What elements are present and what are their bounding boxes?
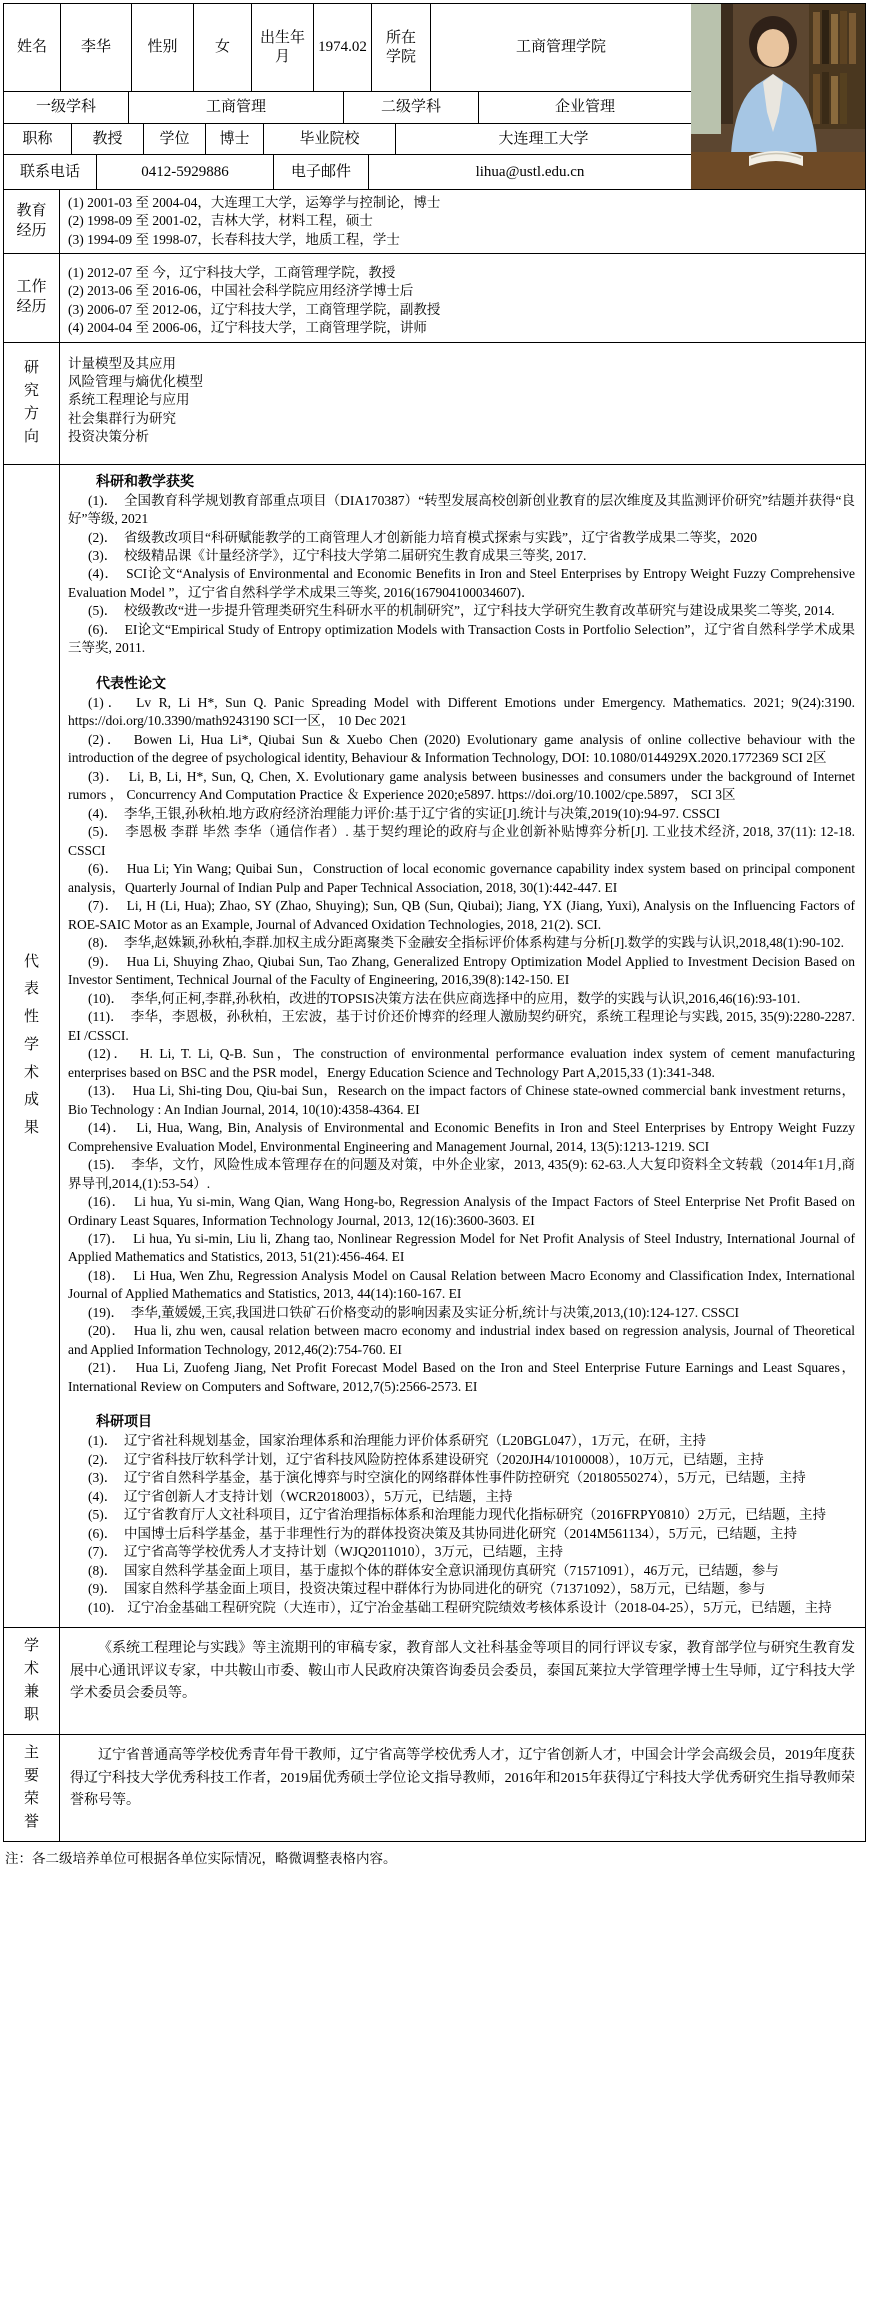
paper-item: (15)． 李华，文竹，风险性成本管理存在的问题及对策，中外企业家，2013, 435(9): 62-63.人大复印资料全文转载（2014年1月,商界导刊,2014,(1):53-54）.: [68, 1157, 855, 1191]
positions-label: [4, 1628, 60, 1734]
work-label: [4, 254, 60, 341]
paper-item: (13)． Hua Li, Shi-ting Dou, Qiu-bai Sun，Research on the impact factors of Chinese state-owned commercial bank investment returns，Bio Technology : An Indian Journal, 2014, 10(10):4358-4364. EI: [68, 1083, 855, 1117]
positions-label-text: 学术兼职: [23, 1637, 39, 1724]
honors-text: 辽宁省普通高等学校优秀青年骨干教师，辽宁省高等学校优秀人才，辽宁省创新人才，中国会计学会高级会员，2019年度获得辽宁科技大学优秀科技工作者，2019届优秀硕士学位论文指导教师，2016年和2015年获得辽宁科技大学优秀研究生指导教师荣誉称号等。: [70, 1748, 855, 1808]
positions-content: [60, 1628, 865, 1734]
project-item: (7)． 辽宁省高等学校优秀人才支持计划（WJQ2011010），3万元，已结题，主持: [88, 1544, 563, 1560]
project-item: (2)． 辽宁省科技厅软科学计划，辽宁省科技风险防控体系建设研究（2020JH4/10100008），10万元，已结题，主持: [88, 1451, 764, 1467]
discipline1-label: 一级学科: [4, 92, 129, 123]
work-content: [60, 254, 865, 341]
paper-item: (11)． 李华，李恩极，孙秋柏，王宏波，基于讨价还价博弈的经理人激励契约研究，系统工程理论与实践, 2015, 35(9):2280-2287. EI /CSSCI.: [68, 1009, 855, 1043]
paper-item: (8)． 李华,赵姝颖,孙秋柏,李群.加权主成分距离聚类下金融安全指标评价体系构建与分析[J].数学的实践与认识,2018,48(1):90-102.: [88, 935, 844, 951]
birth-label: 出生年月: [252, 4, 314, 91]
title-label: 职称: [4, 124, 72, 154]
email-label: 电子邮件: [274, 155, 369, 189]
paper-item: (16)． Li hua, Yu si-min, Wang Qian, Wang Hong-bo, Regression Analysis of the Impact Factors of Steel Enterprise Net Profit Based on Ordinary Least Squares, Information Technology Journal, 2013, 12(16):3600-3603. EI: [68, 1194, 855, 1228]
education-content: [60, 190, 865, 253]
discipline2-value: 企业管理: [554, 99, 615, 116]
section-achievements: [4, 465, 865, 1629]
discipline1-value: 工商管理: [129, 92, 344, 123]
college-value: 工商管理学院: [515, 39, 606, 56]
paper-item: (20)． Hua li, zhu wen, causal relation between macro economy and industrial index based on regression analysis, Journal of Theoretical and Applied Information Technology, 2012,46(2):754-760. EI: [68, 1323, 855, 1357]
award-item: (6)． EI论文“Empirical Study of Entropy optimization Models with Transaction Costs in Portfolio Selection”，辽宁省自然科学学术成果三等奖, 2011.: [68, 621, 855, 656]
header-block: [4, 4, 865, 190]
section-honors: [4, 1735, 865, 1841]
paper-item: (6)． Hua Li; Yin Wang; Quibai Sun，Construction of local economic governance capability index system based on principal component analysis，Quarterly Journal of Indian Pulp and Paper Technical Association, 2018, 30(1):442-447. EI: [68, 861, 855, 895]
research-item: 系统工程理论与应用: [68, 392, 190, 408]
achievements-label: [4, 465, 60, 1628]
paper-item: (7)． Li, H (Li, Hua); Zhao, SY (Zhao, Shuying); Sun, QB (Sun, Qiubai); Jiang, YX (Jiang, Yuxi), Analysis on the Influencing Factors of ROE-SAIC Motor as an Example, Journal of Advanced Oxidation Technologies, 2018, 21(2). SCI.: [68, 898, 855, 932]
email-value: lihua@ustl.edu.cn: [475, 163, 585, 180]
profile-photo: [691, 4, 865, 189]
award-item: (3)． 校级精品课《计量经济学》，辽宁科技大学第二届研究生教育成果三等奖, 2017.: [88, 548, 587, 563]
project-item: (9)． 国家自然科学基金面上项目，投资决策过程中群体行为协同进化的研究（71371092），58万元，已结题，参与: [88, 1581, 766, 1597]
degree-label: 学位: [144, 124, 206, 154]
papers-title: 代表性论文: [96, 676, 166, 692]
project-item: (3)． 辽宁省自然科学基金，基于演化博弈与时空演化的网络群体性事件防控研究（20180550274），5万元，已结题，主持: [88, 1470, 806, 1486]
award-item: (4)． SCI论文“Analysis of Environmental and Economic Benefits in Iron and Steel Enterprises by Entropy Weight Fuzzy Comprehensive Evaluation Model ”，辽宁省自然科学学术成果三等奖, 2016(167904100034607)．: [68, 566, 855, 600]
degree-value: 博士: [206, 124, 264, 154]
project-item: (5)． 辽宁省教育厅人文社科项目，辽宁省治理指标体系和治理能力现代化指标研究（2016FRPY0810）2万元，已结题，主持: [88, 1507, 827, 1523]
honors-label: [4, 1735, 60, 1841]
papers-list: [68, 694, 855, 1396]
college-label: 所在学院: [372, 4, 431, 91]
achievements-content: [60, 465, 865, 1628]
research-item: 投资决策分析: [68, 428, 149, 444]
section-work: [4, 254, 865, 342]
awards-title: 科研和教学获奖: [96, 474, 194, 490]
award-item: (2)． 省级教改项目“科研赋能教学的工商管理人才创新能力培育模式探索与实践”，辽宁省教学成果二等奖，2020: [88, 529, 757, 545]
education-item: (1) 2001-03 至 2004-04，大连理工大学，运筹学与控制论，博士: [68, 195, 441, 210]
paper-item: (18)． Li Hua, Wen Zhu, Regression Analysis Model on Causal Relation between Macro Economy and Classification Index, International Journal of Applied Mathematics and Statistics, 2013, 44(14):160-167. EI: [68, 1267, 855, 1302]
honors-label-text: 主要荣誉: [23, 1744, 39, 1831]
education-label: [4, 190, 60, 253]
work-item: (4) 2004-04 至 2006-06，辽宁科技大学，工商管理学院，讲师: [68, 320, 427, 336]
paper-item: (12)． H. Li, T. Li, Q-B. Sun，The construction of environmental performance evaluation index system of cement manufacturing enterprises based on BSC and the PSR model，Energy Education Science and Technology Part A,2015,33 (1):341-348.: [68, 1046, 855, 1080]
row-basic-info: [4, 4, 691, 92]
work-list: [68, 264, 857, 337]
research-item: 计量模型及其应用: [68, 355, 176, 371]
education-list: [68, 194, 857, 249]
birth-value: 1974.02: [314, 4, 372, 91]
paper-item: (17)． Li hua, Yu si-min, Liu li, Zhang tao, Nonlinear Regression Model for Net Profit Analysis of Steel Industry, International Journal of Applied Mathematics and Statistics, 2013, 51(21):456-464. EI: [68, 1230, 855, 1265]
name-value: 李华: [61, 4, 132, 91]
school-value: 大连理工大学: [498, 130, 589, 147]
projects-list: [68, 1432, 855, 1617]
row-title-degree: [4, 124, 691, 155]
project-item: (1)． 辽宁省社科规划基金，国家治理体系和治理能力评价体系研究（L20BGL047），1万元，在研，主持: [88, 1433, 706, 1449]
gender-label: 性别: [132, 4, 194, 91]
paper-item: (14)． Li, Hua, Wang, Bin, Analysis of Environmental and Economic Benefits in Iron and Steel Enterprises by Entropy Weight Fuzzy Comprehensive Evaluation Model, Environmental Engineering and Management Journal, 2014, 13(5):1213-1219. SCI: [68, 1120, 855, 1154]
phone-label: 联系电话: [4, 155, 97, 189]
work-label-text: 工作经历: [16, 279, 47, 315]
paper-item: (4)． 李华,王银,孙秋柏.地方政府经济治理能力评价:基于辽宁省的实证[J].统计与决策,2019(10):94-97. CSSCI: [88, 805, 720, 821]
research-list: [68, 355, 857, 447]
section-education: [4, 190, 865, 254]
row-disciplines: [4, 92, 691, 124]
cv-table: [3, 3, 866, 1842]
paper-item: (1)． Lv R, Li H*, Sun Q. Panic Spreading Model with Different Emotions under Emergency. Mathematics. 2021; 9(24):3190. https://doi.org/10.3390/math9243190 SCI一区， 10 Dec 2021: [68, 694, 855, 729]
research-content: [60, 343, 865, 464]
paper-item: (21)． Hua Li, Zuofeng Jiang, Net Profit Forecast Model Based on the Iron and Steel Enterprise Future Earnings and Least Squares，International Review on Computers and Software, 2012,7(5):2566-2573. EI: [68, 1360, 855, 1394]
paper-item: (3)． Li, B, Li, H*, Sun, Q, Chen, X. Evolutionary game analysis between businesses and consumers under the background of Internet rumors ， Concurrency And Computation Practice ＆ Experience 2020;e5897. https://doi.org/10.1002/cpe.5897， SCI 3区: [68, 768, 855, 803]
award-item: (1)． 全国教育科学规划教育部重点项目（DIA170387）“转型发展高校创新创业教育的层次维度及其监测评价研究”结题并获得“良好”等级, 2021: [68, 492, 855, 527]
title-value: 教授: [72, 124, 144, 154]
section-research: [4, 343, 865, 465]
paper-item: (9)． Hua Li, Shuying Zhao, Qiubai Sun, Tao Zhang, Generalized Entropy Optimization Model Applied to Investment Decision Based on Investor Sentiment, Technical Journal of the Faculty of Engineering, 2016,39(8):142-150. EI: [68, 953, 855, 988]
positions-text: 《系统工程理论与实践》等主流期刊的审稿专家，教育部人文社科基金等项目的同行评议专家，教育部学位与研究生教育发展中心通讯评议专家，中共鞍山市委、鞍山市人民政府决策咨询委员会委员，泰国瓦莱拉大学管理学博士生导师，辽宁科技大学学术委员会委员等。: [70, 1641, 855, 1701]
project-item: (10)． 辽宁冶金基础工程研究院（大连市），辽宁冶金基础工程研究院绩效考核体系设计（2018-04-25），5万元，已结题，主持: [88, 1599, 832, 1615]
work-item: (3) 2006-07 至 2012-06，辽宁科技大学，工商管理学院，副教授: [68, 301, 441, 317]
paper-item: (2)． Bowen Li, Hua Li*, Qiubai Sun & Xuebo Chen (2020) Evolutionary game analysis of online collective behaviour with the introduction of the degree of psychological identity, Behaviour & Information Technology, DOI: 10.1080/0144929X.2020.1772369 SCI 2区: [68, 731, 855, 766]
awards-list: [68, 492, 855, 658]
research-item: 风险管理与熵优化模型: [68, 373, 203, 389]
footnote: 注：各二级培养单位可根据各单位实际情况，略微调整表格内容。: [5, 1851, 397, 1867]
project-item: (4)． 辽宁省创新人才支持计划（WCR2018003），5万元，已结题，主持: [88, 1488, 513, 1504]
projects-title: 科研项目: [96, 1415, 152, 1431]
work-item: (1) 2012-07 至 今，辽宁科技大学，工商管理学院，教授: [68, 265, 396, 281]
profile-photo-image: [691, 4, 865, 189]
achievements-label-text: 代表性学术成果: [23, 953, 39, 1137]
research-item: 社会集群行为研究: [68, 410, 176, 426]
award-item: (5)． 校级教改“进一步提升管理类研究生科研水平的机制研究”，辽宁科技大学研究生教育改革研究与建设成果奖二等奖, 2014.: [88, 603, 835, 619]
name-label: 姓名: [4, 4, 61, 91]
research-label: [4, 343, 60, 464]
education-item: (3) 1994-09 至 1998-07，长春科技大学，地质工程，学士: [68, 231, 400, 247]
research-label-text: 研究方向: [23, 359, 39, 446]
education-label-text: 教育经历: [16, 203, 47, 239]
work-item: (2) 2013-06 至 2016-06，中国社会科学院应用经济学博士后: [68, 283, 414, 299]
paper-item: (5)． 李恩极 李群 毕然 李华（通信作者）. 基于契约理论的政府与企业创新补贴博弈分析[J]. 工业技术经济, 2018, 37(11): 12-18. CSSCI: [68, 824, 855, 858]
section-positions: [4, 1628, 865, 1735]
paper-item: (10)． 李华,何正柯,李群,孙秋柏，改进的TOPSIS决策方法在供应商选择中的应用，数学的实践与认识,2016,46(16):93-101.: [88, 990, 801, 1006]
paper-item: (19)． 李华,董媛媛,王宾,我国进口铁矿石价格变动的影响因素及实证分析,统计与决策,2013,(10):124-127. CSSCI: [88, 1304, 739, 1320]
project-item: (8)． 国家自然科学基金面上项目，基于虚拟个体的群体安全意识涌现仿真研究（71571091），46万元，已结题，参与: [88, 1562, 779, 1578]
phone-value: 0412-5929886: [97, 155, 274, 189]
school-label: 毕业院校: [264, 124, 396, 154]
gender-value: 女: [194, 4, 252, 91]
row-contact: [4, 155, 691, 189]
discipline2-label: 二级学科: [344, 92, 479, 123]
education-item: (2) 1998-09 至 2001-02，吉林大学，材料工程，硕士: [68, 213, 373, 229]
project-item: (6)． 中国博士后科学基金，基于非理性行为的群体投资决策及其协同进化研究（2014M561134），5万元，已结题，主持: [88, 1525, 797, 1541]
honors-content: [60, 1735, 865, 1841]
